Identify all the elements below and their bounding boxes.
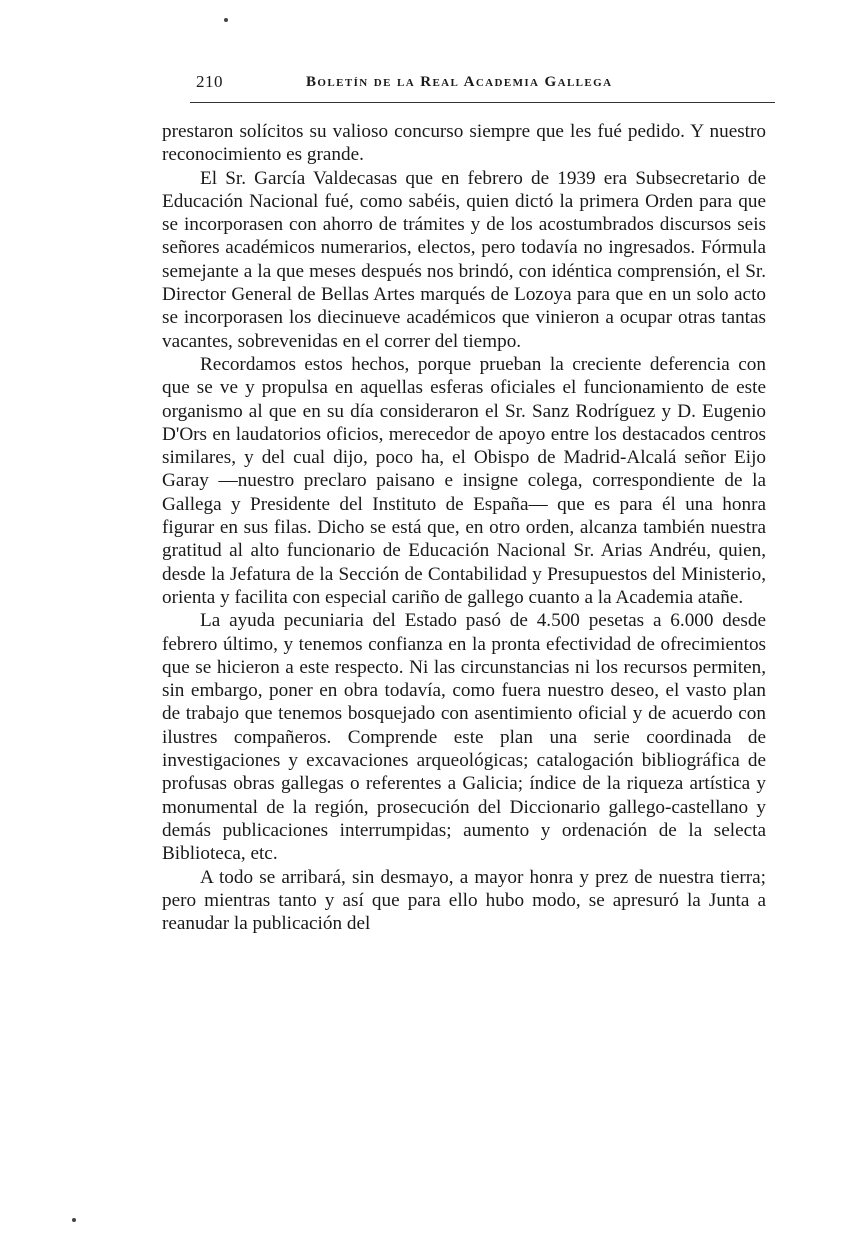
paragraph-2: El Sr. García Valdecasas que en febrero de 1939 era Subsecretario de Educación Nacional fué, como sabéis, quien dictó la primera Orden para que se incorporasen con ahorro de trámites y de los acostumbrados discursos seis señores académicos numerarios, electos, pero todavía no ingresados. Fórmula semejante a la que meses después nos brindó, con idéntica comprensión, el Sr. Director General de Bellas Artes marqués de Lozoya para que en un solo acto se incorporasen los diecinueve académicos que vinieron a ocupar otras tantas vacantes, sobrevenidas en el correr del tiempo.: [162, 167, 766, 352]
body-text: [162, 120, 766, 935]
paragraph-4: La ayuda pecuniaria del Estado pasó de 4.500 pesetas a 6.000 desde febrero último, y tenemos confianza en la pronta efectividad de ofrecimientos que se hicieron a este respecto. Ni las circunstancias ni los recursos permiten, sin embargo, poner en obra todavía, como fuera nuestro deseo, el vasto plan de trabajo que tenemos bosquejado con asentimiento oficial y de acuerdo con ilustres compañeros. Comprende este plan una serie coordinada de investigaciones y excavaciones arqueológicas; catalogación bibliográfica de profusas obras gallegas o referentes a Galicia; índice de la riqueza artística y monumental de la región, prosecución del Diccionario gallego-castellano y demás publicaciones interrumpidas; aumento y ordenación de la selecta Biblioteca, etc.: [162, 610, 766, 865]
scan-speck: [72, 1218, 76, 1222]
page-header: [190, 70, 780, 100]
paragraph-5: A todo se arribará, sin desmayo, a mayor honra y prez de nuestra tierra; pero mientras tanto y así que para ello hubo modo, se apresuró la Junta a reanudar la publicación del: [162, 866, 766, 935]
scan-speck: [224, 18, 228, 22]
page-number: 210: [196, 72, 223, 91]
paragraph-1: prestaron solícitos su valioso concurso siempre que les fué pedido. Y nuestro reconocimiento es grande.: [162, 121, 766, 166]
paragraph-3: Recordamos estos hechos, porque prueban la creciente deferencia con que se ve y propulsa en aquellas esferas oficiales el funcionamiento de este organismo al que en su día consideraron el Sr. Sanz Rodríguez y D. Eugenio D'Ors en laudatorios oficios, merecedor de apoyo entre los destacados centros similares, y del cual dijo, poco ha, el Obispo de Madrid-Alcalá señor Eijo Garay —nuestro preclaro paisano e insigne colega, correspondiente de la Gallega y Presidente del Instituto de España— que es para él una honra figurar en sus filas. Dicho se está que, en otro orden, alcanza también nuestra gratitud al alto funcionario de Educación Nacional Sr. Arias Andréu, quien, desde la Jefatura de la Sección de Contabilidad y Presupuestos del Ministerio, orienta y facilita con especial cariño de gallego cuanto a la Academia atañe.: [162, 353, 766, 608]
header-rule: [190, 102, 775, 103]
running-title: Boletín de la Real Academia Gallega: [306, 74, 613, 90]
